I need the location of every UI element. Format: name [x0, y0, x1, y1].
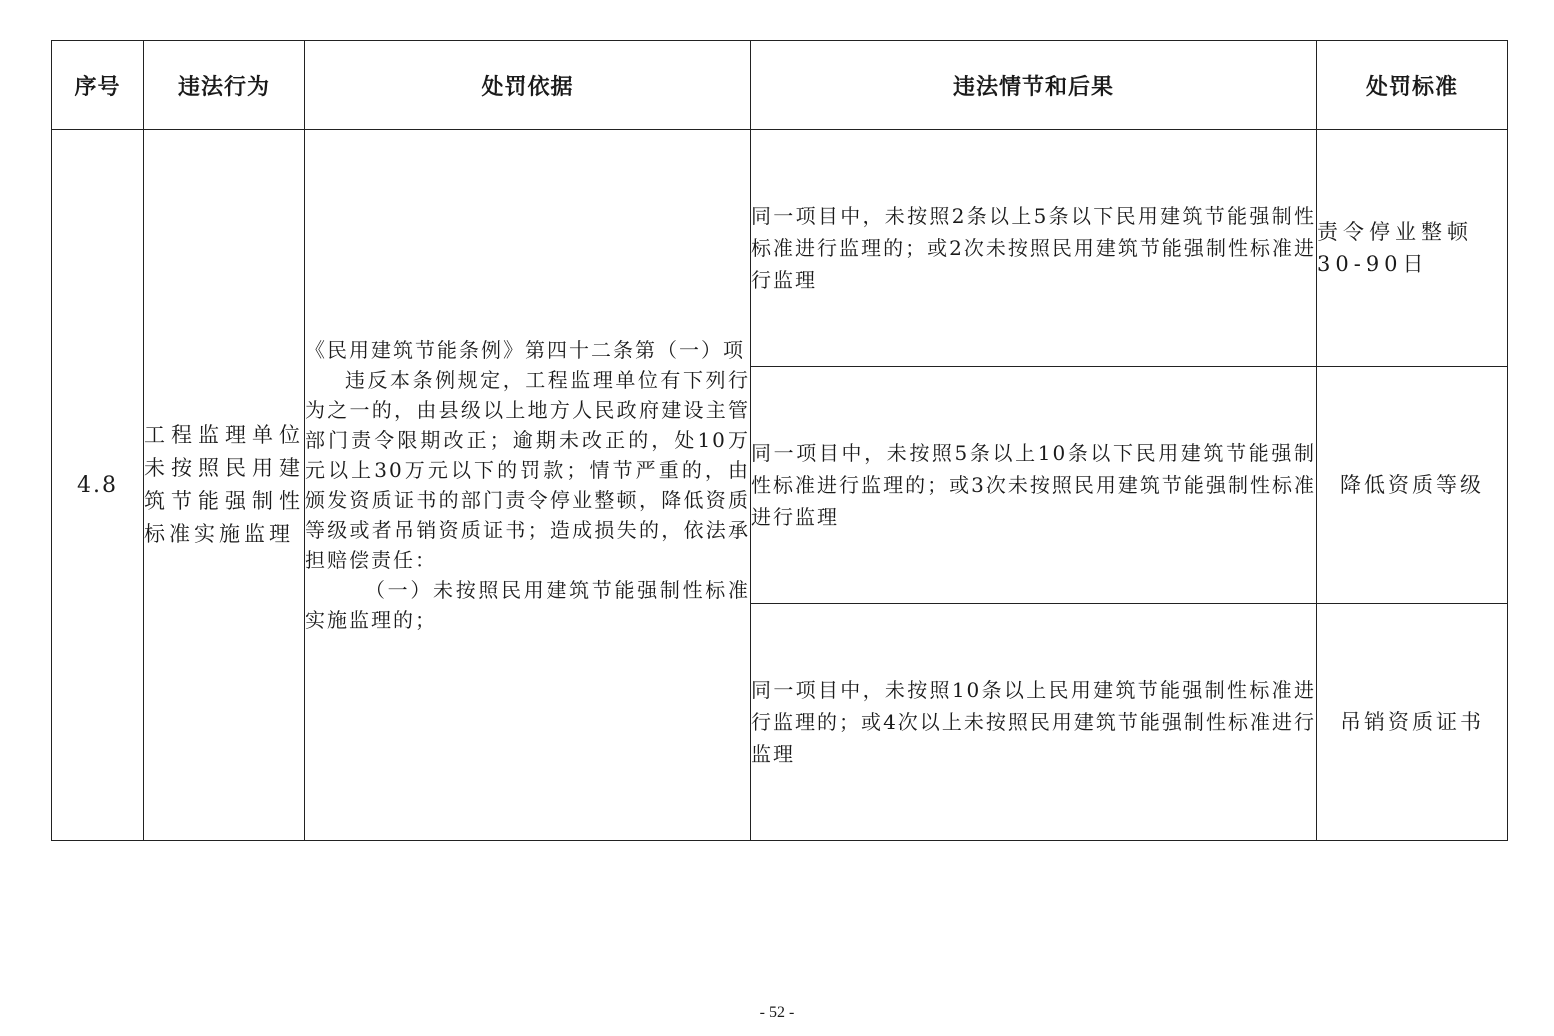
circumstance-cell: 同一项目中，未按照10条以上民用建筑节能强制性标准进行监理的；或4次以上未按照民用建筑节能强制性标准进行监理 [751, 604, 1317, 841]
circumstance-cell: 同一项目中，未按照5条以上10条以下民用建筑节能强制性标准进行监理的；或3次未按照民用建筑节能强制性标准进行监理 [751, 367, 1317, 604]
header-violation: 违法行为 [144, 41, 305, 130]
standard-cell: 吊销资质证书 [1317, 604, 1508, 841]
page-number: - 52 - [759, 1004, 795, 1021]
header-circumstances: 违法情节和后果 [751, 41, 1317, 130]
penalty-standard-table [51, 40, 1508, 841]
standard-cell: 责令停业整顿30-90日 [1317, 130, 1508, 367]
basis-item: （一）未按照民用建筑节能强制性标准实施监理的； [305, 578, 750, 632]
circumstance-cell: 同一项目中，未按照2条以上5条以下民用建筑节能强制性标准进行监理的；或2次未按照民用建筑节能强制性标准进行监理 [751, 130, 1317, 367]
entry-number: 4.8 [52, 130, 144, 841]
basis-paragraph: 违反本条例规定，工程监理单位有下列行为之一的，由县级以上地方人民政府建设主管部门责令限期改正；逾期未改正的，处10万元以上30万元以下的罚款；情节严重的，由颁发资质证书的部门责令停业整顿，降低资质等级或者吊销资质证书；造成损失的，依法承担赔偿责任： [305, 368, 750, 572]
header-penalty-basis: 处罚依据 [305, 41, 751, 130]
header-number: 序号 [52, 41, 144, 130]
entry-basis-cell [305, 130, 751, 841]
header-penalty-standard: 处罚标准 [1317, 41, 1508, 130]
basis-title: 《民用建筑节能条例》第四十二条第（一）项 [305, 338, 745, 362]
entry-violation-cell [144, 130, 305, 841]
table-header-row [52, 41, 1508, 130]
table-row [52, 130, 1508, 367]
entry-violation: 工程监理单位未按照民用建筑节能强制性标准实施监理 [144, 423, 304, 546]
standard-cell: 降低资质等级 [1317, 367, 1508, 604]
